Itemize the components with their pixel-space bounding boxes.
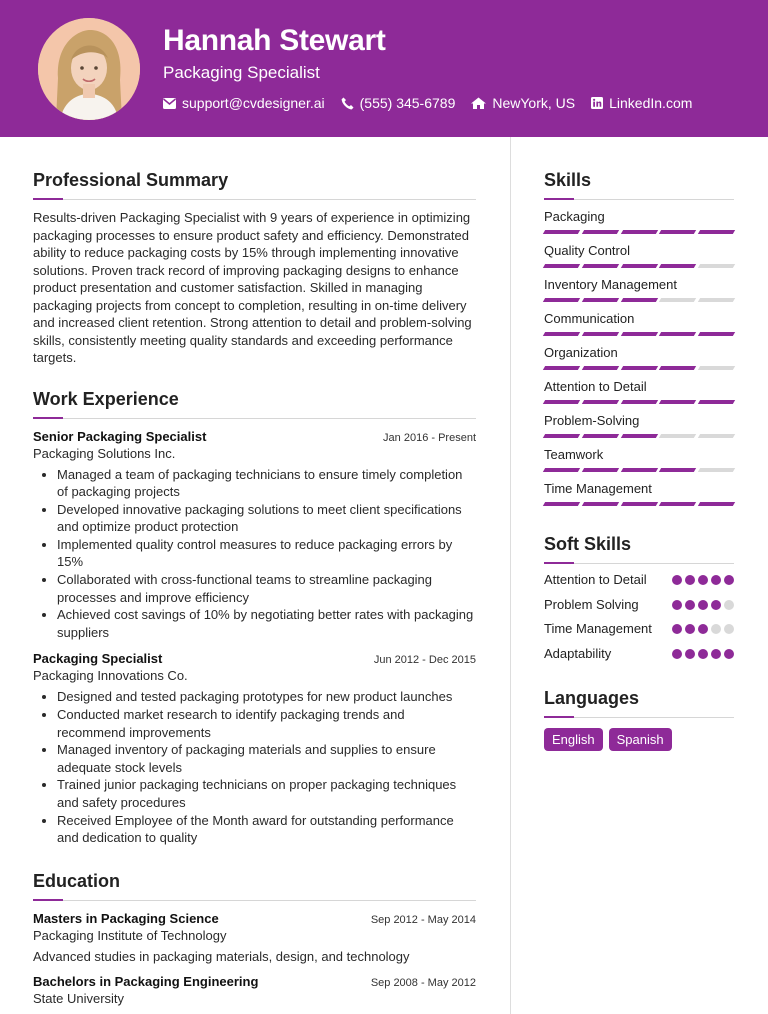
skill-level-segment — [698, 264, 735, 268]
language-badge: English — [544, 728, 603, 751]
rating-dot — [672, 649, 682, 659]
skill-item — [544, 481, 734, 506]
contact-location — [471, 95, 575, 111]
skill-name: Time Management — [544, 481, 652, 496]
section-rule — [33, 899, 476, 901]
rating-dot — [698, 575, 708, 585]
section-rule — [33, 198, 476, 200]
education-section — [33, 871, 476, 1006]
skill-level-bar — [544, 468, 734, 472]
bullet-item: • Managed a team of packaging technicians to ensure timely completion of packaging projects — [57, 466, 476, 501]
linkedin-icon — [591, 97, 603, 109]
section-rule — [544, 198, 734, 200]
skill-name: Packaging — [544, 209, 605, 224]
skill-level-segment — [543, 366, 580, 370]
contact-email[interactable] — [163, 95, 325, 111]
soft-skills-section — [544, 534, 734, 662]
rating-dot — [698, 624, 708, 634]
job-title: Packaging Specialist — [33, 651, 163, 667]
skill-level-segment — [582, 468, 619, 472]
skill-name: Problem-Solving — [544, 413, 640, 428]
rating-dot — [698, 600, 708, 610]
section-rule — [33, 417, 476, 419]
job-entry — [33, 651, 476, 846]
job-dates: Jan 2016 - Present — [383, 431, 476, 444]
column-divider — [510, 137, 511, 1014]
skill-level-segment — [698, 468, 735, 472]
contact-phone[interactable] — [341, 95, 456, 111]
skill-level-segment — [620, 264, 657, 268]
job-company: Packaging Innovations Co. — [33, 668, 188, 684]
candidate-name: Hannah Stewart — [163, 24, 386, 57]
rating-dot — [685, 600, 695, 610]
contact-list — [163, 95, 708, 111]
summary-section — [33, 170, 476, 367]
skill-level-segment — [698, 230, 735, 234]
skill-level-segment — [659, 366, 696, 370]
candidate-title: Packaging Specialist — [163, 63, 320, 82]
skill-item — [544, 413, 734, 438]
phone-text: (555) 345-6789 — [359, 95, 456, 111]
skill-name: Inventory Management — [544, 277, 677, 292]
bullet-item: • Developed innovative packaging solutions to meet client specifications and optimize product protection — [57, 501, 476, 536]
rating-dot — [724, 575, 734, 585]
skills-heading: Skills — [544, 170, 592, 190]
degree-title: Bachelors in Packaging Engineering — [33, 973, 259, 989]
section-rule — [544, 562, 734, 564]
skill-level-segment — [582, 298, 619, 302]
skill-level-segment — [543, 264, 580, 268]
education-entry — [33, 911, 476, 964]
skill-level-segment — [659, 298, 696, 302]
skill-level-bar — [544, 230, 734, 234]
rating-dot — [672, 624, 682, 634]
soft-skill-rating — [669, 624, 734, 634]
education-heading: Education — [33, 870, 121, 891]
languages-section — [544, 688, 734, 751]
skill-level-segment — [698, 400, 735, 404]
skill-name: Attention to Detail — [544, 379, 647, 394]
skill-level-segment — [620, 366, 657, 370]
skill-level-segment — [698, 502, 735, 506]
skill-level-segment — [620, 230, 657, 234]
soft-skill-name: Adaptability — [544, 645, 612, 661]
bullet-item: • Conducted market research to identify packaging trends and recommend improvements — [57, 706, 476, 741]
skill-level-segment — [698, 366, 735, 370]
summary-heading: Professional Summary — [33, 170, 229, 190]
skill-level-segment — [659, 502, 696, 506]
skill-level-segment — [659, 468, 696, 472]
rating-dot — [711, 575, 721, 585]
rating-dot — [672, 600, 682, 610]
school-name: State University — [33, 990, 125, 1006]
rating-dot — [685, 649, 695, 659]
envelope-icon — [163, 98, 176, 109]
skill-name: Teamwork — [544, 447, 604, 462]
skill-item — [544, 447, 734, 472]
bullet-item: • Achieved cost savings of 10% by negotiating better rates with packaging suppliers — [57, 606, 476, 641]
skill-level-segment — [582, 230, 619, 234]
bullet-item: • Implemented quality control measures to reduce packaging errors by 15% — [57, 536, 476, 571]
skill-level-segment — [659, 400, 696, 404]
skill-level-segment — [698, 332, 735, 336]
rating-dot — [724, 624, 734, 634]
skill-level-segment — [543, 502, 580, 506]
school-name: Packaging Institute of Technology — [33, 927, 227, 943]
skills-section — [544, 170, 734, 506]
location-text: NewYork, US — [492, 95, 576, 111]
portrait-illustration — [38, 18, 140, 120]
skill-level-segment — [698, 298, 735, 302]
linkedin-text: LinkedIn.com — [609, 95, 693, 111]
rating-dot — [711, 600, 721, 610]
rating-dot — [711, 649, 721, 659]
education-dates: Sep 2008 - May 2012 — [370, 976, 476, 989]
skill-level-segment — [543, 434, 580, 438]
skill-level-segment — [659, 434, 696, 438]
bullet-item: • Received Employee of the Month award for outstanding performance and dedication to quality — [57, 812, 476, 847]
soft-skill-rating — [669, 600, 734, 610]
soft-skill-name: Problem Solving — [544, 596, 639, 612]
bullet-item: • Managed inventory of packaging materials and supplies to ensure adequate stock levels — [57, 741, 476, 776]
skill-level-bar — [544, 502, 734, 506]
skill-level-bar — [544, 264, 734, 268]
soft-skill-item — [544, 596, 734, 614]
skill-level-segment — [582, 332, 619, 336]
experience-heading: Work Experience — [33, 388, 179, 409]
skill-level-segment — [582, 366, 619, 370]
rating-dot — [711, 624, 721, 634]
skill-level-segment — [620, 468, 657, 472]
soft-skill-name: Time Management — [544, 621, 652, 636]
skill-level-bar — [544, 366, 734, 370]
skill-level-segment — [620, 434, 657, 438]
soft-skill-rating — [669, 575, 734, 585]
skill-level-bar — [544, 332, 734, 336]
skill-level-segment — [543, 298, 580, 302]
contact-linkedin[interactable] — [591, 95, 692, 111]
skill-item — [544, 345, 734, 370]
skill-level-segment — [543, 400, 580, 404]
skill-level-segment — [620, 298, 657, 302]
rating-dot — [685, 575, 695, 585]
home-icon — [471, 97, 486, 109]
skill-level-segment — [582, 502, 619, 506]
education-dates: Sep 2012 - May 2014 — [370, 913, 476, 926]
skill-level-segment — [620, 502, 657, 506]
rating-dot — [724, 649, 734, 659]
rating-dot — [672, 575, 682, 585]
rating-dot — [698, 649, 708, 659]
soft-skills-heading: Soft Skills — [544, 534, 632, 554]
job-bullets — [33, 466, 476, 642]
skill-level-segment — [582, 264, 619, 268]
soft-skill-item — [544, 571, 734, 589]
job-company: Packaging Solutions Inc. — [33, 445, 176, 461]
skill-name: Quality Control — [544, 243, 630, 258]
language-badge: Spanish — [609, 728, 672, 751]
bullet-item: • Collaborated with cross-functional teams to streamline packaging processes and improve efficiency — [57, 571, 476, 606]
job-title: Senior Packaging Specialist — [33, 428, 207, 444]
sidebar-column — [544, 170, 734, 751]
soft-skill-item — [544, 645, 734, 663]
skill-level-segment — [543, 468, 580, 472]
skill-item — [544, 243, 734, 268]
skill-item — [544, 209, 734, 234]
education-description: Advanced studies in packaging materials, design, and technology — [33, 948, 410, 964]
soft-skill-item — [544, 620, 734, 638]
skill-item — [544, 277, 734, 302]
education-entry — [33, 974, 476, 1006]
skill-level-segment — [620, 332, 657, 336]
degree-title: Masters in Packaging Science — [33, 910, 219, 926]
skill-level-bar — [544, 400, 734, 404]
bullet-item: • Trained junior packaging technicians on proper packaging techniques and safety procedures — [57, 776, 476, 811]
skill-level-segment — [582, 434, 619, 438]
phone-icon — [341, 97, 354, 110]
rating-dot — [685, 624, 695, 634]
skill-level-bar — [544, 434, 734, 438]
rating-dot — [724, 600, 734, 610]
summary-text: Results-driven Packaging Specialist with 9 years of experience in optimizing packaging processes to ensure product safety and efficiency. Demonstrated ability to reduce packaging costs by 15% through implementing innovative solutions. Proven track record of improving packaging designs to enhance product presentation and customer satisfaction. Skilled in managing packaging projects from concept to completion, resulting in on-time delivery and increased client retention. Strong attention to detail and problem-solving skills, consistently meeting quality standards and exceeding performance targets. — [33, 210, 472, 365]
resume-header — [0, 0, 768, 137]
skill-level-segment — [582, 400, 619, 404]
skill-item — [544, 379, 734, 404]
skill-level-bar — [544, 298, 734, 302]
skill-level-segment — [659, 264, 696, 268]
languages-heading: Languages — [544, 688, 640, 708]
experience-section — [33, 389, 476, 847]
skill-name: Communication — [544, 311, 635, 326]
soft-skill-name: Attention to Detail — [544, 572, 647, 587]
profile-photo — [38, 18, 140, 120]
skill-level-segment — [620, 400, 657, 404]
section-rule — [544, 716, 734, 718]
job-dates: Jun 2012 - Dec 2015 — [373, 654, 476, 667]
skill-name: Organization — [544, 345, 618, 360]
skill-level-segment — [659, 230, 696, 234]
job-bullets — [33, 688, 476, 846]
skill-level-segment — [659, 332, 696, 336]
bullet-item: • Designed and tested packaging prototypes for new product launches — [57, 688, 476, 706]
skill-level-segment — [543, 332, 580, 336]
soft-skill-rating — [669, 649, 734, 659]
skill-item — [544, 311, 734, 336]
job-entry — [33, 429, 476, 642]
main-column — [33, 170, 476, 1006]
skill-level-segment — [543, 230, 580, 234]
email-text: support@cvdesigner.ai — [182, 95, 325, 111]
skill-level-segment — [698, 434, 735, 438]
